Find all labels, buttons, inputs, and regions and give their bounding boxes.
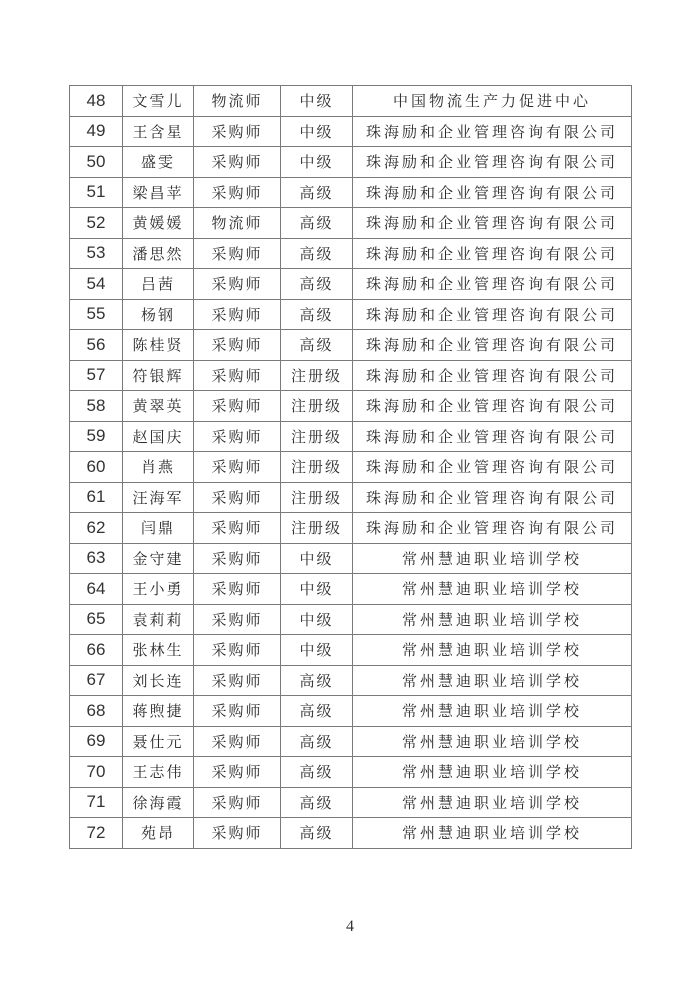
table-row [70, 269, 632, 300]
roster-table-body [70, 86, 632, 849]
cell-level: 高级 [281, 208, 353, 239]
table-row [70, 238, 632, 269]
cell-number: 67 [70, 665, 123, 696]
cell-name: 王含星 [123, 116, 194, 147]
cell-number: 49 [70, 116, 123, 147]
cell-level: 注册级 [281, 482, 353, 513]
cell-occupation: 采购师 [194, 787, 281, 818]
cell-level: 高级 [281, 665, 353, 696]
table-row [70, 116, 632, 147]
cell-organization: 珠海励和企业管理咨询有限公司 [353, 208, 632, 239]
cell-organization: 珠海励和企业管理咨询有限公司 [353, 269, 632, 300]
table-row [70, 696, 632, 727]
cell-name: 陈桂贤 [123, 330, 194, 361]
cell-occupation: 采购师 [194, 330, 281, 361]
cell-occupation: 采购师 [194, 360, 281, 391]
table-row [70, 208, 632, 239]
cell-occupation: 采购师 [194, 818, 281, 849]
cell-level: 注册级 [281, 360, 353, 391]
cell-organization: 常州慧迪职业培训学校 [353, 726, 632, 757]
cell-organization: 中国物流生产力促进中心 [353, 86, 632, 117]
cell-number: 56 [70, 330, 123, 361]
table-row [70, 635, 632, 666]
table-row [70, 574, 632, 605]
cell-organization: 珠海励和企业管理咨询有限公司 [353, 360, 632, 391]
table-row [70, 818, 632, 849]
cell-level: 高级 [281, 696, 353, 727]
table-row [70, 421, 632, 452]
cell-level: 中级 [281, 116, 353, 147]
cell-occupation: 采购师 [194, 482, 281, 513]
cell-name: 闫鼎 [123, 513, 194, 544]
cell-name: 徐海霞 [123, 787, 194, 818]
cell-number: 63 [70, 543, 123, 574]
cell-organization: 珠海励和企业管理咨询有限公司 [353, 330, 632, 361]
cell-level: 中级 [281, 604, 353, 635]
cell-occupation: 采购师 [194, 421, 281, 452]
cell-name: 张林生 [123, 635, 194, 666]
table-row [70, 86, 632, 117]
table-row [70, 452, 632, 483]
cell-level: 高级 [281, 238, 353, 269]
cell-number: 55 [70, 299, 123, 330]
cell-organization: 珠海励和企业管理咨询有限公司 [353, 391, 632, 422]
table-row [70, 757, 632, 788]
cell-occupation: 采购师 [194, 452, 281, 483]
cell-occupation: 采购师 [194, 116, 281, 147]
cell-level: 中级 [281, 86, 353, 117]
cell-level: 高级 [281, 269, 353, 300]
table-row [70, 330, 632, 361]
cell-organization: 常州慧迪职业培训学校 [353, 696, 632, 727]
table-row [70, 726, 632, 757]
cell-organization: 珠海励和企业管理咨询有限公司 [353, 513, 632, 544]
cell-number: 50 [70, 147, 123, 178]
cell-occupation: 采购师 [194, 726, 281, 757]
cell-level: 注册级 [281, 452, 353, 483]
cell-level: 中级 [281, 574, 353, 605]
cell-level: 高级 [281, 177, 353, 208]
cell-occupation: 采购师 [194, 238, 281, 269]
cell-number: 72 [70, 818, 123, 849]
cell-level: 中级 [281, 635, 353, 666]
cell-name: 金守建 [123, 543, 194, 574]
cell-occupation: 采购师 [194, 513, 281, 544]
cell-organization: 常州慧迪职业培训学校 [353, 604, 632, 635]
cell-organization: 珠海励和企业管理咨询有限公司 [353, 147, 632, 178]
cell-organization: 常州慧迪职业培训学校 [353, 635, 632, 666]
cell-number: 68 [70, 696, 123, 727]
cell-occupation: 采购师 [194, 543, 281, 574]
cell-number: 66 [70, 635, 123, 666]
certificate-roster-table [69, 85, 632, 849]
cell-level: 高级 [281, 757, 353, 788]
cell-occupation: 采购师 [194, 574, 281, 605]
cell-name: 肖燕 [123, 452, 194, 483]
page-number: 4 [346, 918, 354, 935]
cell-level: 注册级 [281, 513, 353, 544]
cell-name: 蒋煦捷 [123, 696, 194, 727]
cell-number: 59 [70, 421, 123, 452]
cell-occupation: 采购师 [194, 635, 281, 666]
cell-number: 53 [70, 238, 123, 269]
cell-number: 71 [70, 787, 123, 818]
cell-organization: 常州慧迪职业培训学校 [353, 787, 632, 818]
table-row [70, 665, 632, 696]
cell-number: 48 [70, 86, 123, 117]
table-row [70, 787, 632, 818]
cell-level: 高级 [281, 330, 353, 361]
cell-name: 符银辉 [123, 360, 194, 391]
cell-occupation: 采购师 [194, 177, 281, 208]
cell-occupation: 采购师 [194, 391, 281, 422]
cell-number: 57 [70, 360, 123, 391]
cell-occupation: 物流师 [194, 208, 281, 239]
cell-organization: 珠海励和企业管理咨询有限公司 [353, 238, 632, 269]
cell-organization: 珠海励和企业管理咨询有限公司 [353, 177, 632, 208]
cell-occupation: 采购师 [194, 269, 281, 300]
cell-organization: 珠海励和企业管理咨询有限公司 [353, 452, 632, 483]
cell-occupation: 采购师 [194, 696, 281, 727]
cell-organization: 常州慧迪职业培训学校 [353, 665, 632, 696]
cell-level: 高级 [281, 299, 353, 330]
table-row [70, 482, 632, 513]
cell-name: 王志伟 [123, 757, 194, 788]
table-row [70, 391, 632, 422]
cell-name: 黄媛媛 [123, 208, 194, 239]
cell-occupation: 采购师 [194, 299, 281, 330]
cell-level: 注册级 [281, 421, 353, 452]
cell-number: 51 [70, 177, 123, 208]
table-row [70, 604, 632, 635]
cell-name: 盛雯 [123, 147, 194, 178]
table-row [70, 299, 632, 330]
cell-number: 61 [70, 482, 123, 513]
cell-organization: 常州慧迪职业培训学校 [353, 757, 632, 788]
cell-organization: 珠海励和企业管理咨询有限公司 [353, 482, 632, 513]
cell-occupation: 采购师 [194, 604, 281, 635]
cell-occupation: 物流师 [194, 86, 281, 117]
cell-level: 中级 [281, 543, 353, 574]
cell-organization: 珠海励和企业管理咨询有限公司 [353, 299, 632, 330]
table-row [70, 177, 632, 208]
cell-organization: 珠海励和企业管理咨询有限公司 [353, 421, 632, 452]
cell-name: 汪海军 [123, 482, 194, 513]
cell-name: 梁昌苹 [123, 177, 194, 208]
cell-number: 62 [70, 513, 123, 544]
cell-name: 苑昂 [123, 818, 194, 849]
cell-name: 赵国庆 [123, 421, 194, 452]
cell-level: 高级 [281, 818, 353, 849]
cell-name: 黄翠英 [123, 391, 194, 422]
cell-organization: 常州慧迪职业培训学校 [353, 818, 632, 849]
cell-level: 注册级 [281, 391, 353, 422]
cell-level: 高级 [281, 787, 353, 818]
table-row [70, 543, 632, 574]
cell-number: 52 [70, 208, 123, 239]
cell-organization: 常州慧迪职业培训学校 [353, 574, 632, 605]
cell-name: 聂仕元 [123, 726, 194, 757]
table-row [70, 360, 632, 391]
cell-level: 中级 [281, 147, 353, 178]
table-row [70, 147, 632, 178]
cell-organization: 珠海励和企业管理咨询有限公司 [353, 116, 632, 147]
table-row [70, 513, 632, 544]
cell-name: 袁莉莉 [123, 604, 194, 635]
cell-name: 潘思然 [123, 238, 194, 269]
cell-name: 王小勇 [123, 574, 194, 605]
cell-level: 高级 [281, 726, 353, 757]
cell-name: 刘长连 [123, 665, 194, 696]
cell-name: 文雪儿 [123, 86, 194, 117]
cell-organization: 常州慧迪职业培训学校 [353, 543, 632, 574]
cell-number: 64 [70, 574, 123, 605]
cell-occupation: 采购师 [194, 757, 281, 788]
cell-name: 吕茜 [123, 269, 194, 300]
cell-occupation: 采购师 [194, 147, 281, 178]
cell-name: 杨钢 [123, 299, 194, 330]
cell-number: 58 [70, 391, 123, 422]
cell-occupation: 采购师 [194, 665, 281, 696]
cell-number: 70 [70, 757, 123, 788]
cell-number: 54 [70, 269, 123, 300]
cell-number: 69 [70, 726, 123, 757]
cell-number: 65 [70, 604, 123, 635]
cell-number: 60 [70, 452, 123, 483]
